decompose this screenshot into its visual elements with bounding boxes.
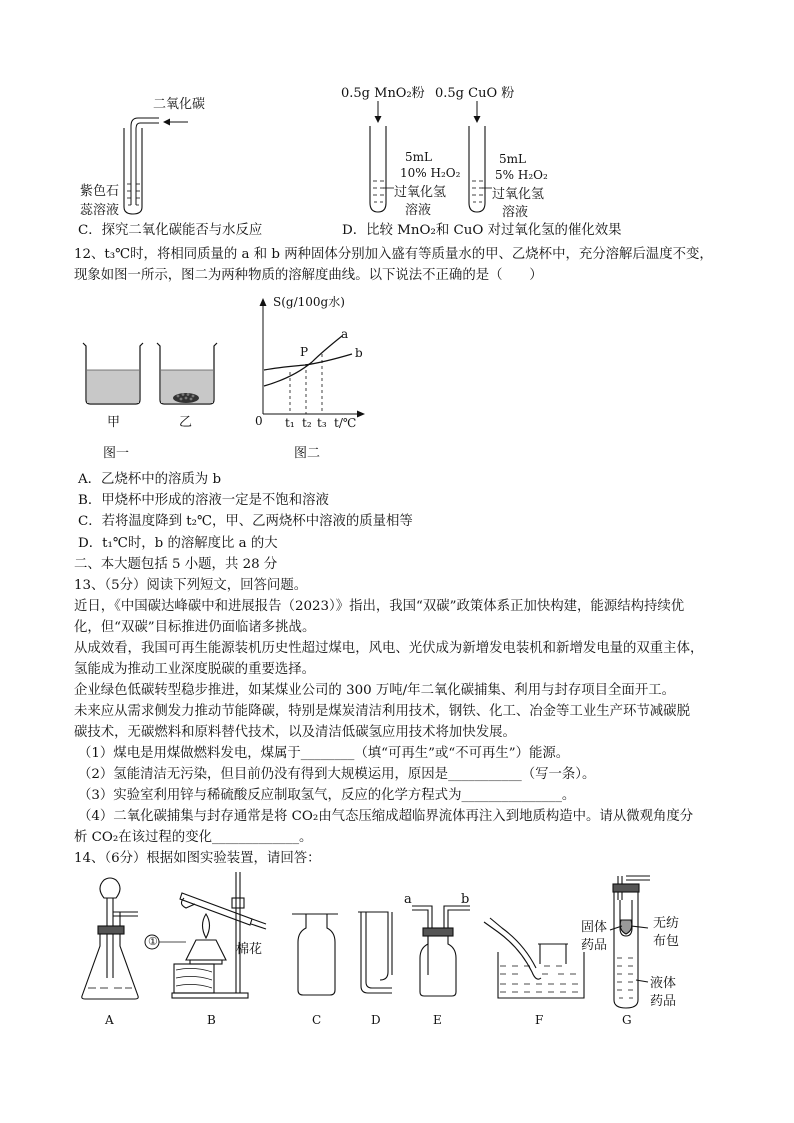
q13-q4b: 析 CO₂在该过程的变化_____________。 (74, 830, 313, 845)
q13-q2: （2）氢能清洁无污染，但目前仍没有得到大规模运用，原因是___________（写一条）。 (78, 767, 596, 782)
q13-q1: （1）煤电是用煤做燃料发电，煤属于________（填“可再生”或“不可再生”）能源。 (78, 746, 570, 761)
q12-line1: 12、t₃℃时，将相同质量的 a 和 b 两种固体分别加入盛有等质量水的甲、乙烧杯中，充分溶解后温度不变， (74, 247, 713, 262)
apparatus-label-a: A (105, 1013, 114, 1027)
q13-q4a: （4）二氧化碳捕集与封存通常是将 CO₂由气态压缩成超临界流体再注入到地质构造中。请从微观角度分 (78, 809, 694, 824)
q14-title: 14、（6分）根据如图实验装置，请回答： (74, 851, 321, 866)
q12-option-b: B．甲烧杯中形成的溶液一定是不饱和溶液 (78, 493, 329, 508)
liquid-label-1: 液体 (650, 976, 677, 991)
q12-line2: 现象如图一所示，图二为两种物质的溶解度曲线。以下说法不正确的是（ ） (74, 268, 543, 283)
right-concentration: 5% H₂O₂ (495, 168, 548, 182)
q12-option-a: A．乙烧杯中的溶质为 b (78, 472, 222, 487)
q13-p1b: 化，但“双碳”目标推进仍面临诸多挑战。 (74, 620, 316, 635)
apparatus-c (292, 914, 338, 995)
q13-p3: 企业绿色低碳转型稳步推进，如某煤业公司的 300 万吨/年二氧化碳捕集、利用与封存项目全面开工。 (74, 683, 675, 698)
circle-one-label: ① (148, 935, 158, 948)
apparatus-label-f: F (535, 1013, 544, 1027)
apparatus-f (484, 918, 584, 998)
caption-d: D．比较 MnO₂和 CuO 对过氧化氢的催化效果 (342, 223, 622, 238)
cuo-powder-label: 0.5g CuO 粉 (435, 86, 515, 101)
apparatus-label-g: G (622, 1013, 632, 1027)
liquid-label-2: 药品 (650, 994, 677, 1009)
chart-xlabel: t/℃ (334, 416, 357, 430)
port-a-label: a (404, 892, 412, 907)
point-p-label: P (300, 345, 309, 359)
apparatus-a (82, 878, 138, 999)
chart-ylabel: S(g/100g水) (273, 295, 345, 309)
apparatus-d (358, 912, 392, 993)
left-solution-1: 过氧化氢 (394, 185, 447, 200)
right-solution-2: 溶液 (502, 205, 529, 220)
caption-c: C．探究二氧化碳能否与水反应 (78, 223, 263, 238)
apparatus-b (172, 872, 266, 998)
q12-option-d: D．t₁℃时，b 的溶解度比 a 的大 (78, 536, 278, 551)
q12-option-c: C．若将温度降到 t₂℃，甲、乙两烧杯中溶液的质量相等 (78, 514, 413, 529)
tick-t1: t₁ (285, 416, 295, 430)
origin-label: 0 (255, 414, 263, 428)
q13-title: 13、（5分）阅读下列短文，回答问题。 (74, 578, 308, 593)
right-solution-1: 过氧化氢 (492, 187, 545, 202)
apparatus-label-b: B (207, 1013, 216, 1027)
apparatus-label-e: E (433, 1013, 442, 1027)
q13-p4b: 碳技术，无碳燃料和原料替代技术，以及清洁低碳氢应用技术将加快发展。 (74, 725, 516, 740)
curve-b-label: b (355, 346, 363, 360)
q13-p1a: 近日，《中国碳达峰碳中和进展报告（2023）》指出，我国“双碳”政策体系正加快构建，能源结构持续优 (74, 599, 685, 614)
apparatus-label-d: D (371, 1013, 381, 1027)
solution-label-2: 蕊溶液 (80, 203, 120, 218)
left-solution-2: 溶液 (405, 203, 432, 218)
solid-label-2: 药品 (581, 938, 608, 953)
tick-t3: t₃ (317, 416, 327, 430)
solution-label-1: 紫色石 (80, 184, 120, 199)
q13-p2b: 氢能成为推动工业深度脱碳的重要选择。 (74, 662, 316, 677)
beaker-jia-label: 甲 (107, 415, 121, 430)
apparatus-e (412, 906, 470, 996)
bag-label-2: 布包 (653, 934, 680, 949)
bag-label-1: 无纺 (653, 916, 680, 931)
cotton-label: 棉花 (236, 942, 263, 957)
tick-t2: t₂ (302, 416, 312, 430)
q13-p4a: 未来应从需求侧发力推动节能降碳，特别是煤炭清洁利用技术，钢铁、化工、冶金等工业生产环节减碳脱 (74, 704, 690, 719)
port-b-label: b (461, 892, 470, 907)
apparatus-g (610, 876, 650, 1008)
right-volume: 5mL (499, 152, 526, 166)
section-2-heading: 二、本大题包括 5 小题，共 28 分 (74, 557, 278, 572)
left-volume: 5mL (405, 150, 432, 164)
q13-p2a: 从成效看，我国可再生能源装机历史性超过煤电，风电、光伏成为新增发电装机和新增发电量的双重主体， (74, 641, 704, 656)
q13-q3: （3）实验室利用锌与稀硫酸反应制取氢气，反应的化学方程式为_______________。 (78, 788, 576, 803)
left-concentration: 10% H₂O₂ (400, 166, 461, 180)
beaker-yi-label: 乙 (179, 415, 193, 430)
figure1-caption: 图一 (103, 446, 130, 461)
gas-label: 二氧化碳 (153, 97, 206, 112)
mno2-powder-label: 0.5g MnO₂粉 (341, 86, 425, 101)
apparatus-label-c: C (312, 1013, 322, 1027)
curve-a-label: a (341, 327, 349, 341)
figure2-caption: 图二 (294, 446, 321, 461)
solid-label-1: 固体 (581, 920, 608, 935)
